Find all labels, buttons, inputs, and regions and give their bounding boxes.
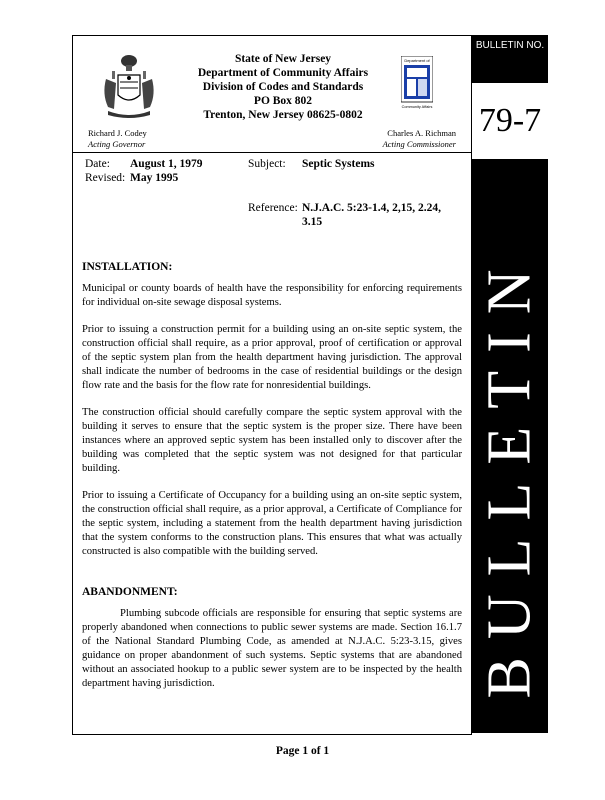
letterhead [170,52,396,122]
nj-state-seal-icon [100,49,158,119]
dca-logo-bottom-text: Community Affairs [401,105,433,109]
subject-value: Septic Systems [302,158,375,170]
dca-logo-icon [401,56,433,118]
page-number: Page 1 of 1 [275,745,330,757]
commissioner-signature [366,128,456,150]
installation-heading: INSTALLATION: [82,261,173,273]
header-divider [72,152,471,153]
header-line-2: Department of Community Affairs [197,67,369,79]
bulletin-vertical-title: BULLETIN [475,251,544,699]
header-line-5: Trenton, New Jersey 08625-0802 [203,109,363,121]
bulletin-body [82,260,462,704]
commissioner-title: Acting Commissioner [382,139,456,149]
governor-title: Acting Governor [88,139,146,149]
header-line-1: State of New Jersey [234,53,332,65]
header-line-4: PO Box 802 [253,95,313,107]
installation-paragraph-4: Prior to issuing a Certificate of Occupancy for a building using an on-site septic system, the construction official shall require, as a prior approval, a Certificate of Compliance for the septic system, including a statement from the health department having jurisdiction that the system conforms to the construction plans. This ensures that what was actually constructed is also compatible with the building served. [82,490,462,557]
revised-label: Revised: [85,172,126,184]
installation-paragraph-3: The construction official should carefully compare the septic system approval with the building it serves to ensure that the septic system is the proper size. There have been instances where an approved septic system has been installed only to discover after the building was completed that the septic system was not designed for that particular building. [82,407,462,474]
governor-signature [88,128,147,150]
installation-paragraph-2: Prior to issuing a construction permit for a building using an on-site septic system, the construction official shall require, as a prior approval, proof of certification or approval of the septic system plan from the health department having jurisdiction. The approval shall indicate the number of bedrooms in the case of residential buildings or the design flow rate and the basis for the flow rate for nonresidential buildings. [82,324,462,391]
abandonment-paragraph-1: Plumbing subcode officials are responsible for ensuring that septic systems are properly abandoned when connections to public sewer systems are made. Section 16.1.7 of the National Standard Plumbing Code, as amended at N.J.A.C. 5:23-3.15, gives guidance on proper abandonment of such systems. Septic systems that are abandoned without an associated hookup to a public sewer system are to be inspected by the health department having jurisdiction. [82,608,462,689]
bulletin-number: 79-7 [472,83,548,159]
header-line-3: Division of Codes and Standards [202,81,364,93]
abandonment-heading: ABANDONMENT: [82,586,178,598]
governor-name: Richard J. Codey [88,128,147,138]
dca-logo-top-text: Department of [404,58,430,63]
revised-value: May 1995 [130,172,179,184]
subject-label: Subject: [248,158,286,170]
bulletin-sidebar [472,35,548,733]
date-value: August 1, 1979 [130,158,203,170]
installation-paragraph-1: Municipal or county boards of health have the responsibility for enforcing requirements for individual on-site sewage disposal systems. [82,283,462,308]
reference-label: Reference: [248,202,298,214]
date-label: Date: [85,158,110,170]
reference-value: N.J.A.C. 5:23-1.4, 2,15, 2.24, 3.15 [302,202,441,228]
bulletin-number-label: BULLETIN NO. [475,40,545,51]
commissioner-name: Charles A. Richman [387,128,456,138]
